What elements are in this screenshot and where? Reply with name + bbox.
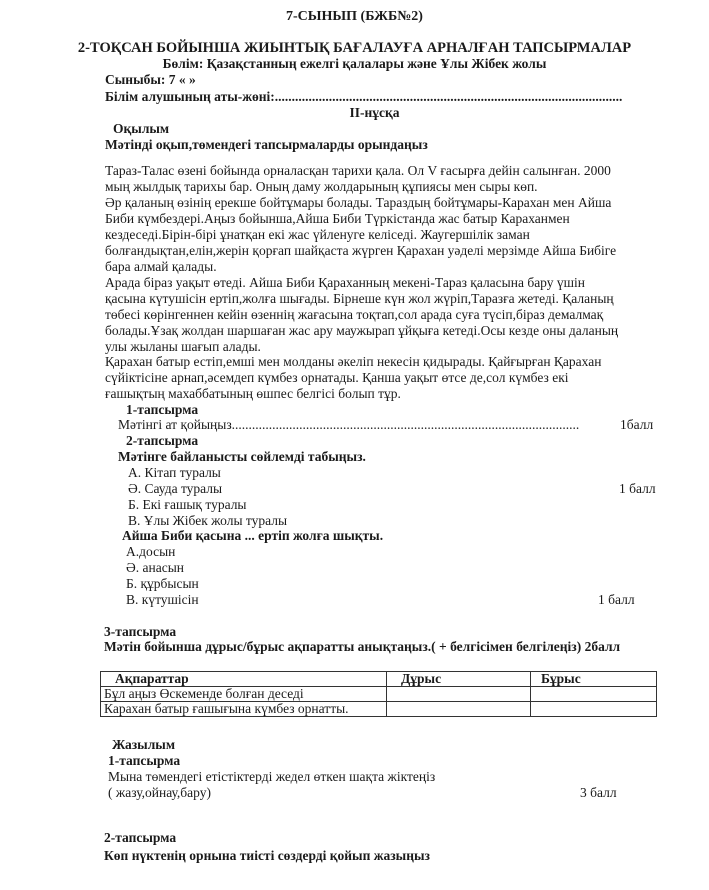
task1-points: 1балл [620, 417, 654, 432]
task2-question1: Мәтінге байланысты сөйлемді табыңыз. [118, 449, 366, 464]
writing-task2-title: 2-тапсырма [104, 830, 177, 845]
option: В. Ұлы Жібек жолы туралы [128, 513, 288, 528]
task2-title: 2-тапсырма [126, 433, 199, 448]
true-cell[interactable] [387, 702, 531, 717]
text-line: Қарахан батыр естіп,емші мен молданы әкеліп некесін қидырады. Қайғырған Қарахан [105, 354, 602, 369]
option: Ә. Сауда туралы [128, 481, 223, 496]
task2-points2: 1 балл [598, 592, 635, 607]
writing-task2-text: Көп нүктенің орнына тиісті сөздерді қойып жазыңыз [104, 848, 430, 863]
text-line: болады.Ұзақ жолдан шаршаған жас ару маужырап ұйқыға кетеді.Осы кезде оны даланың [105, 323, 619, 338]
text-line: Тараз-Талас өзені бойында орналасқан тарихи қала. Ол V ғасырға дейін салынған. 2000 [105, 163, 611, 178]
table-header-row [101, 672, 657, 687]
option: В. күтушісін [126, 592, 199, 607]
statement-cell: Карахан батыр ғашығына күмбез орнатты. [101, 702, 387, 717]
student-name-field: Білім алушының аты-жөні:....................................................................................................... [105, 89, 623, 104]
text-line: кездеседі.Бірін-бірі ұнатқан екі жас үйленуге келіседі. Жаугершілік заман [105, 227, 530, 242]
column-header: Дұрыс [387, 672, 531, 687]
writing-task1-title: 1-тапсырма [108, 753, 181, 768]
writing-title: Жазылым [112, 737, 176, 752]
text-line: болғандықтан,елін,жерін қорғап шайқаста жүрген Қарахан уәделі мерзімде Айша Бибіге [105, 243, 617, 258]
reading-title: Оқылым [113, 121, 170, 136]
option: А. Кітап туралы [128, 465, 221, 480]
writing-task1-points: 3 балл [580, 785, 617, 800]
option: Б. құрбысын [126, 576, 199, 591]
option: Б. Екі ғашық туралы [128, 497, 247, 512]
text-line: Әр қаланың өзінің ерекше бойтұмары болады. Тараздың бойтұмары-Карахан мен Айша [105, 195, 612, 210]
task3-instruction: Мәтін бойынша дұрыс/бұрыс ақпаратты анықтаңыз.( + белгісімен белгілеңіз) 2балл [104, 639, 621, 654]
option: А.досын [126, 544, 176, 559]
false-cell[interactable] [531, 702, 657, 717]
writing-task1-text: Мына төмендегі етістіктерді жедел өткен шақта жіктеңіз [108, 769, 436, 784]
reading-instruction: Мәтінді оқып,төмендегі тапсырмаларды орындаңыз [105, 137, 428, 152]
task2-points1: 1 балл [619, 481, 656, 496]
document-heading: 2-ТОҚСАН БОЙЫНША ЖИЫНТЫҚ БАҒАЛАУҒА АРНАЛҒАН ТАПСЫРМАЛАР [77, 40, 632, 56]
task1-text: Мәтінгі ат қойыңыз....................................................................................................... [118, 417, 580, 432]
section-title: Бөлім: Қазақстанның ежелгі қалалары және Ұлы Жібек жолы [162, 56, 547, 71]
column-header: Ақпараттар [101, 672, 387, 687]
class-label: Сыныбы: 7 « » [105, 72, 196, 87]
text-line: төбесі көрінгеннен кейін өзеннің жағасына тоқтап,сол арада суға түсіп,біраз демалмақ [105, 307, 604, 322]
text-line: қасына күтушісін ертіп,жолға шығады. Бірнеше күн жол жүріп,Таразға жетеді. Қаланың [105, 291, 614, 306]
false-cell[interactable] [531, 687, 657, 702]
text-line: Биби күмбездері.Аңыз бойынша,Айша Биби Түркістанда жас батыр Караханмен [105, 211, 570, 226]
text-line: ғашықтың махаббатының өшпес белгісі болып тұр. [105, 386, 401, 401]
task2-question2: Айша Биби қасына ... ертіп жолға шықты. [122, 528, 384, 543]
document-title: 7-СЫНЫП (БЖБ№2) [286, 9, 423, 24]
task3-title: 3-тапсырма [104, 624, 177, 639]
true-cell[interactable] [387, 687, 531, 702]
text-line: Арада біраз уақыт өтеді. Айша Биби Қараханның мекені-Тараз қаласына бару үшін [105, 275, 586, 290]
variant-label: II-нұсқа [349, 105, 400, 120]
task1-title: 1-тапсырма [126, 402, 199, 417]
table-row [101, 687, 657, 702]
writing-task1-words: ( жазу,ойнау,бару) [108, 785, 211, 800]
text-line: мың жылдық тарихы бар. Оның даму жолдарының құпиясы мен сыры көп. [105, 179, 538, 194]
text-line: сүйіктісіне арнап,әсемдеп күмбез орнатады. Қанша уақыт өтсе де,сол күмбез екі [105, 370, 569, 385]
text-line: бара алмай қалады. [105, 259, 217, 274]
text-line: улы жыланы шағып алады. [105, 339, 261, 354]
option: Ә. анасын [126, 560, 184, 575]
statement-cell: Бұл аңыз Өскеменде болған деседі [101, 687, 387, 702]
table-row [101, 702, 657, 717]
column-header: Бұрыс [531, 672, 657, 687]
true-false-table [100, 671, 657, 717]
